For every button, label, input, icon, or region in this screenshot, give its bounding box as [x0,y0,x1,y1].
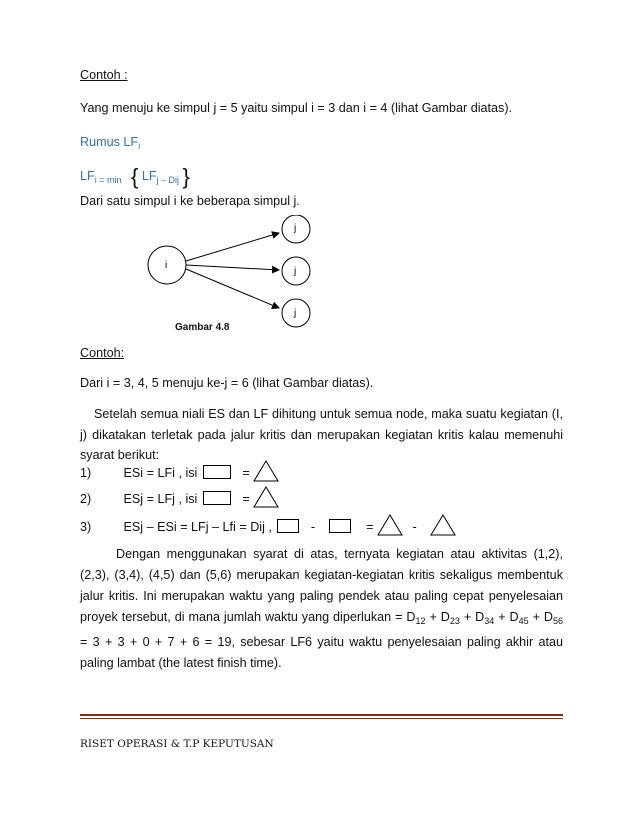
conclusion-paragraph [80,544,563,674]
formula-lhs: LF [80,169,95,183]
condition-1-text: ESi = LFi , isi [123,466,198,480]
node-j-bottom-label: j [294,308,297,319]
footer-rule-thin [80,718,563,719]
formula-inner: LF [141,169,157,183]
subscript-12: 12 [415,616,426,626]
footer-rule-thick [80,714,563,716]
conclusion-text-1: Dengan menggunakan syarat di atas, ternyata kegiatan atau aktivitas (1,2), (2,3), (3,4), (4,5) dan (5,6) merupakan kegiatan-kegiatan kritis sekaligus membentuk jalur kritis. Ini merupakan waktu yang paling pendek atau paling cepat penyelesaian proyek tersebut, di mana jumlah waktu yang diperlukan = D [80,547,563,624]
formula-lhs-sub: i = min [94,175,122,185]
formula-title [80,135,140,151]
subscript-45: 45 [518,616,529,626]
subscript-34: 34 [484,616,495,626]
plus-d-3: + D [494,610,519,624]
formula-inner-sub: j – D [156,175,176,185]
arrow-to-j-top [186,233,279,261]
formula-expression [80,164,190,190]
formula-inner-sub2: ij [175,175,180,185]
triangle-shape [253,460,279,482]
condition-3-minus-2: - [412,520,417,534]
condition-3-equals: = [366,520,374,534]
triangle-shape [253,486,279,508]
figure-caption: Gambar 4.8 [175,322,230,333]
condition-3 [80,514,456,536]
empty-box [203,491,231,505]
condition-2 [80,486,279,508]
node-diagram [140,215,330,335]
example-heading: Contoh : [80,68,128,82]
subscript-56: 56 [553,616,564,626]
condition-2-number: 2) [80,492,92,506]
formula-title-text: Rumus LF [80,135,139,149]
node-j-top-label: j [294,223,297,234]
arrow-to-j-middle [186,265,279,270]
critical-path-paragraph: Setelah semua niali ES dan LF dihitung untuk semua node, maka suatu kegiatan (I, j) dikatakan terletak pada jalur kritis dan merupakan kegiatan kritis kalau memenuhi syarat berikut: [80,407,563,462]
plus-d-4: + D [528,610,554,624]
node-i-label: i [165,260,168,271]
node-j-middle-label: j [294,266,297,277]
subscript-23: 23 [449,616,460,626]
conclusion-text-2: = 3 + 3 + 0 + 7 + 6 = 19, sebesar LF6 yaitu waktu penyelesaian paling akhir atau paling lambat (the latest finish time). [80,635,563,670]
empty-box [203,465,231,479]
empty-box [329,519,351,533]
formula-brace-open: { [130,164,139,189]
condition-1-number: 1) [80,466,92,480]
plus-d-2: + D [459,610,485,624]
condition-2-equals: = [242,492,250,506]
arrow-to-j-bottom [186,269,279,308]
formula-brace-close: } [182,164,190,189]
condition-1 [80,460,279,482]
triangle-shape [430,514,456,536]
condition-3-text: ESj – ESi = LFj – Lfi = Dij , [123,520,272,534]
plus-d-1: + D [425,610,450,624]
condition-3-minus-1: - [310,520,316,534]
triangle-shape [377,514,403,536]
formula-title-sub: i [138,141,141,151]
condition-1-equals: = [242,466,250,480]
condition-3-number: 3) [80,520,92,534]
diagram-intro-text: Dari satu simpul i ke beberapa simpul j. [80,194,300,208]
condition-2-text: ESj = LFj , isi [123,492,198,506]
empty-box [277,519,299,533]
example-text: Yang menuju ke simpul j = 5 yaitu simpul i = 3 dan i = 4 (lihat Gambar diatas). [80,101,513,115]
example-heading-2: Contoh: [80,346,125,360]
example-text-2: Dari i = 3, 4, 5 menuju ke-j = 6 (lihat Gambar diatas). [80,376,374,390]
footer-text: RISET OPERASI & T.P KEPUTUSAN [80,738,274,750]
